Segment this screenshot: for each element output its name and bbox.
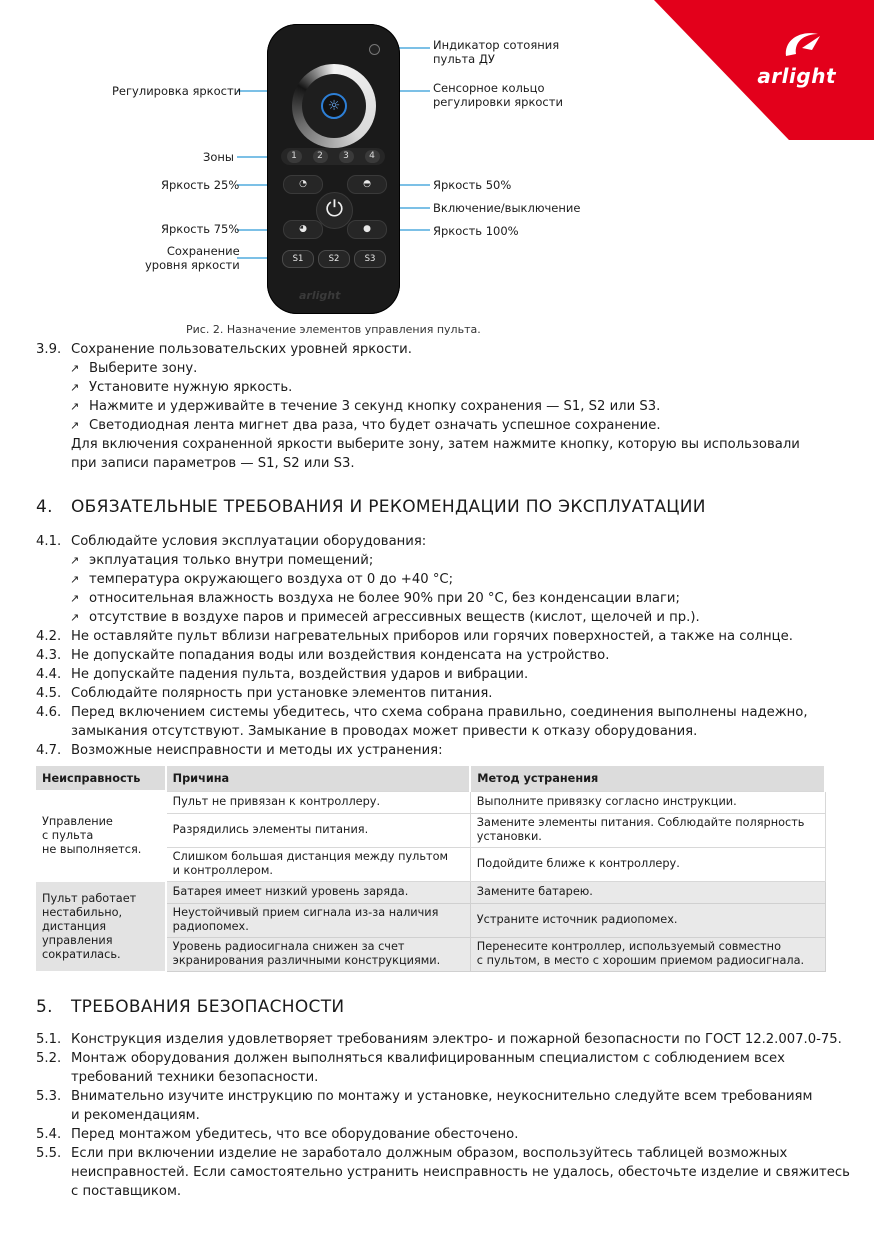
item-text: замыкания отсутствуют. Замыкание в проводах может привести к отказу оборудования. — [71, 724, 698, 739]
brightness-icon[interactable]: ☼ — [321, 93, 347, 119]
troubleshooting-table — [36, 766, 826, 972]
bullet-text: Светодиодная лента мигнет два раза, что будет означать успешное сохранение. — [89, 418, 661, 433]
callout-save-level: Сохранение уровня яркости — [145, 244, 240, 272]
item-text: с поставщиком. — [71, 1184, 182, 1199]
arrow-bullet-icon: ↗ — [70, 554, 80, 567]
item-number: 4.4. — [36, 667, 62, 682]
paragraph-line: Для включения сохраненной яркости выберите зону, затем нажмите кнопку, которую вы использовали — [71, 437, 800, 452]
arrow-bullet-icon: ↗ — [70, 573, 80, 586]
bullet-text: отсутствие в воздухе паров и примесей агрессивных веществ (кислот, щелочей и пр.). — [89, 610, 700, 625]
item-text: Конструкция изделия удовлетворяет требованиям электро- и пожарной безопасности по ГОСТ 12.2.007.0-75. — [71, 1032, 842, 1047]
item-text: Не допускайте падения пульта, воздействия ударов и вибрации. — [71, 667, 529, 682]
brightness-50-button[interactable]: ◓ — [347, 175, 387, 194]
arrow-bullet-icon: ↗ — [70, 419, 80, 432]
callout-brightness-adjust: Регулировка яркости — [112, 84, 242, 98]
power-button[interactable]: ⏻ — [316, 192, 353, 229]
zone-3-button[interactable]: 3 — [339, 150, 354, 163]
table-row — [36, 881, 825, 903]
callout-indicator: Индикатор сотояния пульта ДУ — [433, 38, 560, 66]
bullet-text: относительная влажность воздуха не более 90% при 20 °C, без конденсации влаги; — [89, 591, 680, 606]
ring-inner — [302, 74, 366, 138]
brightness-75-button[interactable]: ◕ — [283, 220, 323, 239]
method-cell: Перенесите контроллер, используемый совместно с пультом, в место с хорошим приемом радиосигнала. — [470, 937, 825, 971]
callout-sensor-ring: Сенсорное кольцо регулировки яркости — [433, 81, 563, 109]
save-s1-button[interactable]: S1 — [282, 250, 314, 268]
method-cell: Выполните привязку согласно инструкции. — [470, 791, 825, 813]
figure-caption: Рис. 2. Назначение элементов управления пульта. — [186, 323, 481, 336]
callout-power: Включение/выключение — [433, 201, 581, 215]
item-text: требований техники безопасности. — [71, 1070, 319, 1085]
remote-control — [267, 24, 400, 314]
cause-cell: Уровень радиосигнала снижен за счет экранирования различными конструкциями. — [166, 937, 471, 971]
method-cell: Замените элементы питания. Соблюдайте полярность установки. — [470, 813, 825, 847]
section-number: 4. — [36, 497, 53, 517]
cause-cell: Пульт не привязан к контроллеру. — [166, 791, 471, 813]
item-text: неисправностей. Если самостоятельно устранить неисправность не удалось, обесточьте изделие и свяжитесь — [71, 1165, 850, 1180]
paragraph-line: при записи параметров — S1, S2 или S3. — [71, 456, 355, 471]
item-text: Возможные неисправности и методы их устранения: — [71, 743, 443, 758]
arrow-bullet-icon: ↗ — [70, 362, 80, 375]
method-cell: Устраните источник радиопомех. — [470, 903, 825, 937]
arlight-logo: arlight — [757, 64, 836, 88]
cause-cell: Батарея имеет низкий уровень заряда. — [166, 881, 471, 903]
arrow-bullet-icon: ↗ — [70, 611, 80, 624]
item-text: Соблюдайте полярность при установке элементов питания. — [71, 686, 493, 701]
item-text: Перед монтажом убедитесь, что все оборудование обесточено. — [71, 1127, 519, 1142]
item-text: Перед включением системы убедитесь, что схема собрана правильно, соединения выполнены надежно, — [71, 705, 808, 720]
arrow-bullet-icon: ↗ — [70, 381, 80, 394]
zone-4-button[interactable]: 4 — [365, 150, 380, 163]
status-indicator-led — [369, 44, 380, 55]
brightness-100-button[interactable]: ● — [347, 220, 387, 239]
item-text: Сохранение пользовательских уровней яркости. — [71, 342, 412, 357]
header-cause: Причина — [166, 766, 471, 791]
item-text: Не допускайте попадания воды или воздействия конденсата на устройство. — [71, 648, 610, 663]
method-cell: Подойдите ближе к контроллеру. — [470, 847, 825, 881]
fault-cell: Управление с пульта не выполняется. — [36, 791, 166, 881]
item-text: Если при включении изделие не заработало должным образом, воспользуйтесь таблицей возможных — [71, 1146, 788, 1161]
zone-2-button[interactable]: 2 — [313, 150, 328, 163]
zone-buttons — [281, 148, 385, 165]
bullet-text: Выберите зону. — [89, 361, 198, 376]
arrow-bullet-icon: ↗ — [70, 400, 80, 413]
section-3-9 — [36, 340, 836, 473]
section-title: ОБЯЗАТЕЛЬНЫЕ ТРЕБОВАНИЯ И РЕКОМЕНДАЦИИ ПО ЭКСПЛУАТАЦИИ — [71, 497, 706, 517]
item-number: 4.1. — [36, 534, 62, 549]
cause-cell: Слишком большая дистанция между пультом и контроллером. — [166, 847, 471, 881]
bullet-text: температура окружающего воздуха от 0 до +40 °С; — [89, 572, 454, 587]
item-text: Внимательно изучите инструкцию по монтажу и установке, неукоснительно следуйте всем требованиям — [71, 1089, 813, 1104]
save-s3-button[interactable]: S3 — [354, 250, 386, 268]
callout-brightness-50: Яркость 50% — [433, 178, 512, 192]
item-text: и рекомендациям. — [71, 1108, 200, 1123]
section-title: ТРЕБОВАНИЯ БЕЗОПАСНОСТИ — [71, 997, 345, 1017]
table-header-row — [36, 766, 825, 791]
cause-cell: Разрядились элементы питания. — [166, 813, 471, 847]
bullet-text: Установите нужную яркость. — [89, 380, 293, 395]
item-number: 5.5. — [36, 1146, 62, 1161]
item-number: 3.9. — [36, 342, 62, 357]
item-number: 5.3. — [36, 1089, 62, 1104]
item-number: 4.7. — [36, 743, 62, 758]
touch-brightness-ring[interactable] — [292, 64, 376, 148]
header-fault: Неисправность — [36, 766, 166, 791]
save-s2-button[interactable]: S2 — [318, 250, 350, 268]
callout-brightness-25: Яркость 25% — [161, 178, 240, 192]
item-number: 5.4. — [36, 1127, 62, 1142]
zone-1-button[interactable]: 1 — [287, 150, 302, 163]
section-5-items — [36, 1030, 850, 1201]
table-row — [36, 791, 825, 813]
fault-cell: Пульт работает нестабильно, дистанция управления сократилась. — [36, 881, 166, 971]
item-number: 5.1. — [36, 1032, 62, 1047]
item-number: 4.5. — [36, 686, 62, 701]
item-text: Не оставляйте пульт вблизи нагревательных приборов или горячих поверхностей, а также на солнце. — [71, 629, 793, 644]
bullet-text: экплуатация только внутри помещений; — [89, 553, 374, 568]
header-method: Метод устранения — [470, 766, 825, 791]
item-text: Соблюдайте условия эксплуатации оборудования: — [71, 534, 427, 549]
method-cell: Замените батарею. — [470, 881, 825, 903]
callout-brightness-75: Яркость 75% — [161, 222, 240, 236]
arrow-bullet-icon: ↗ — [70, 592, 80, 605]
section-number: 5. — [36, 997, 53, 1017]
item-number: 5.2. — [36, 1051, 62, 1066]
item-number: 4.6. — [36, 705, 62, 720]
item-text: Монтаж оборудования должен выполняться квалифицированным специалистом с соблюдением всех — [71, 1051, 785, 1066]
brightness-25-button[interactable]: ◔ — [283, 175, 323, 194]
callout-zones: Зоны — [203, 150, 235, 164]
cause-cell: Неустойчивый прием сигнала из-за наличия радиопомех. — [166, 903, 471, 937]
item-number: 4.3. — [36, 648, 62, 663]
remote-brand-label: arlight — [299, 289, 341, 302]
section-4-items — [36, 532, 836, 760]
bullet-text: Нажмите и удерживайте в течение 3 секунд кнопку сохранения — S1, S2 или S3. — [89, 399, 661, 414]
callout-brightness-100: Яркость 100% — [433, 224, 519, 238]
item-number: 4.2. — [36, 629, 62, 644]
